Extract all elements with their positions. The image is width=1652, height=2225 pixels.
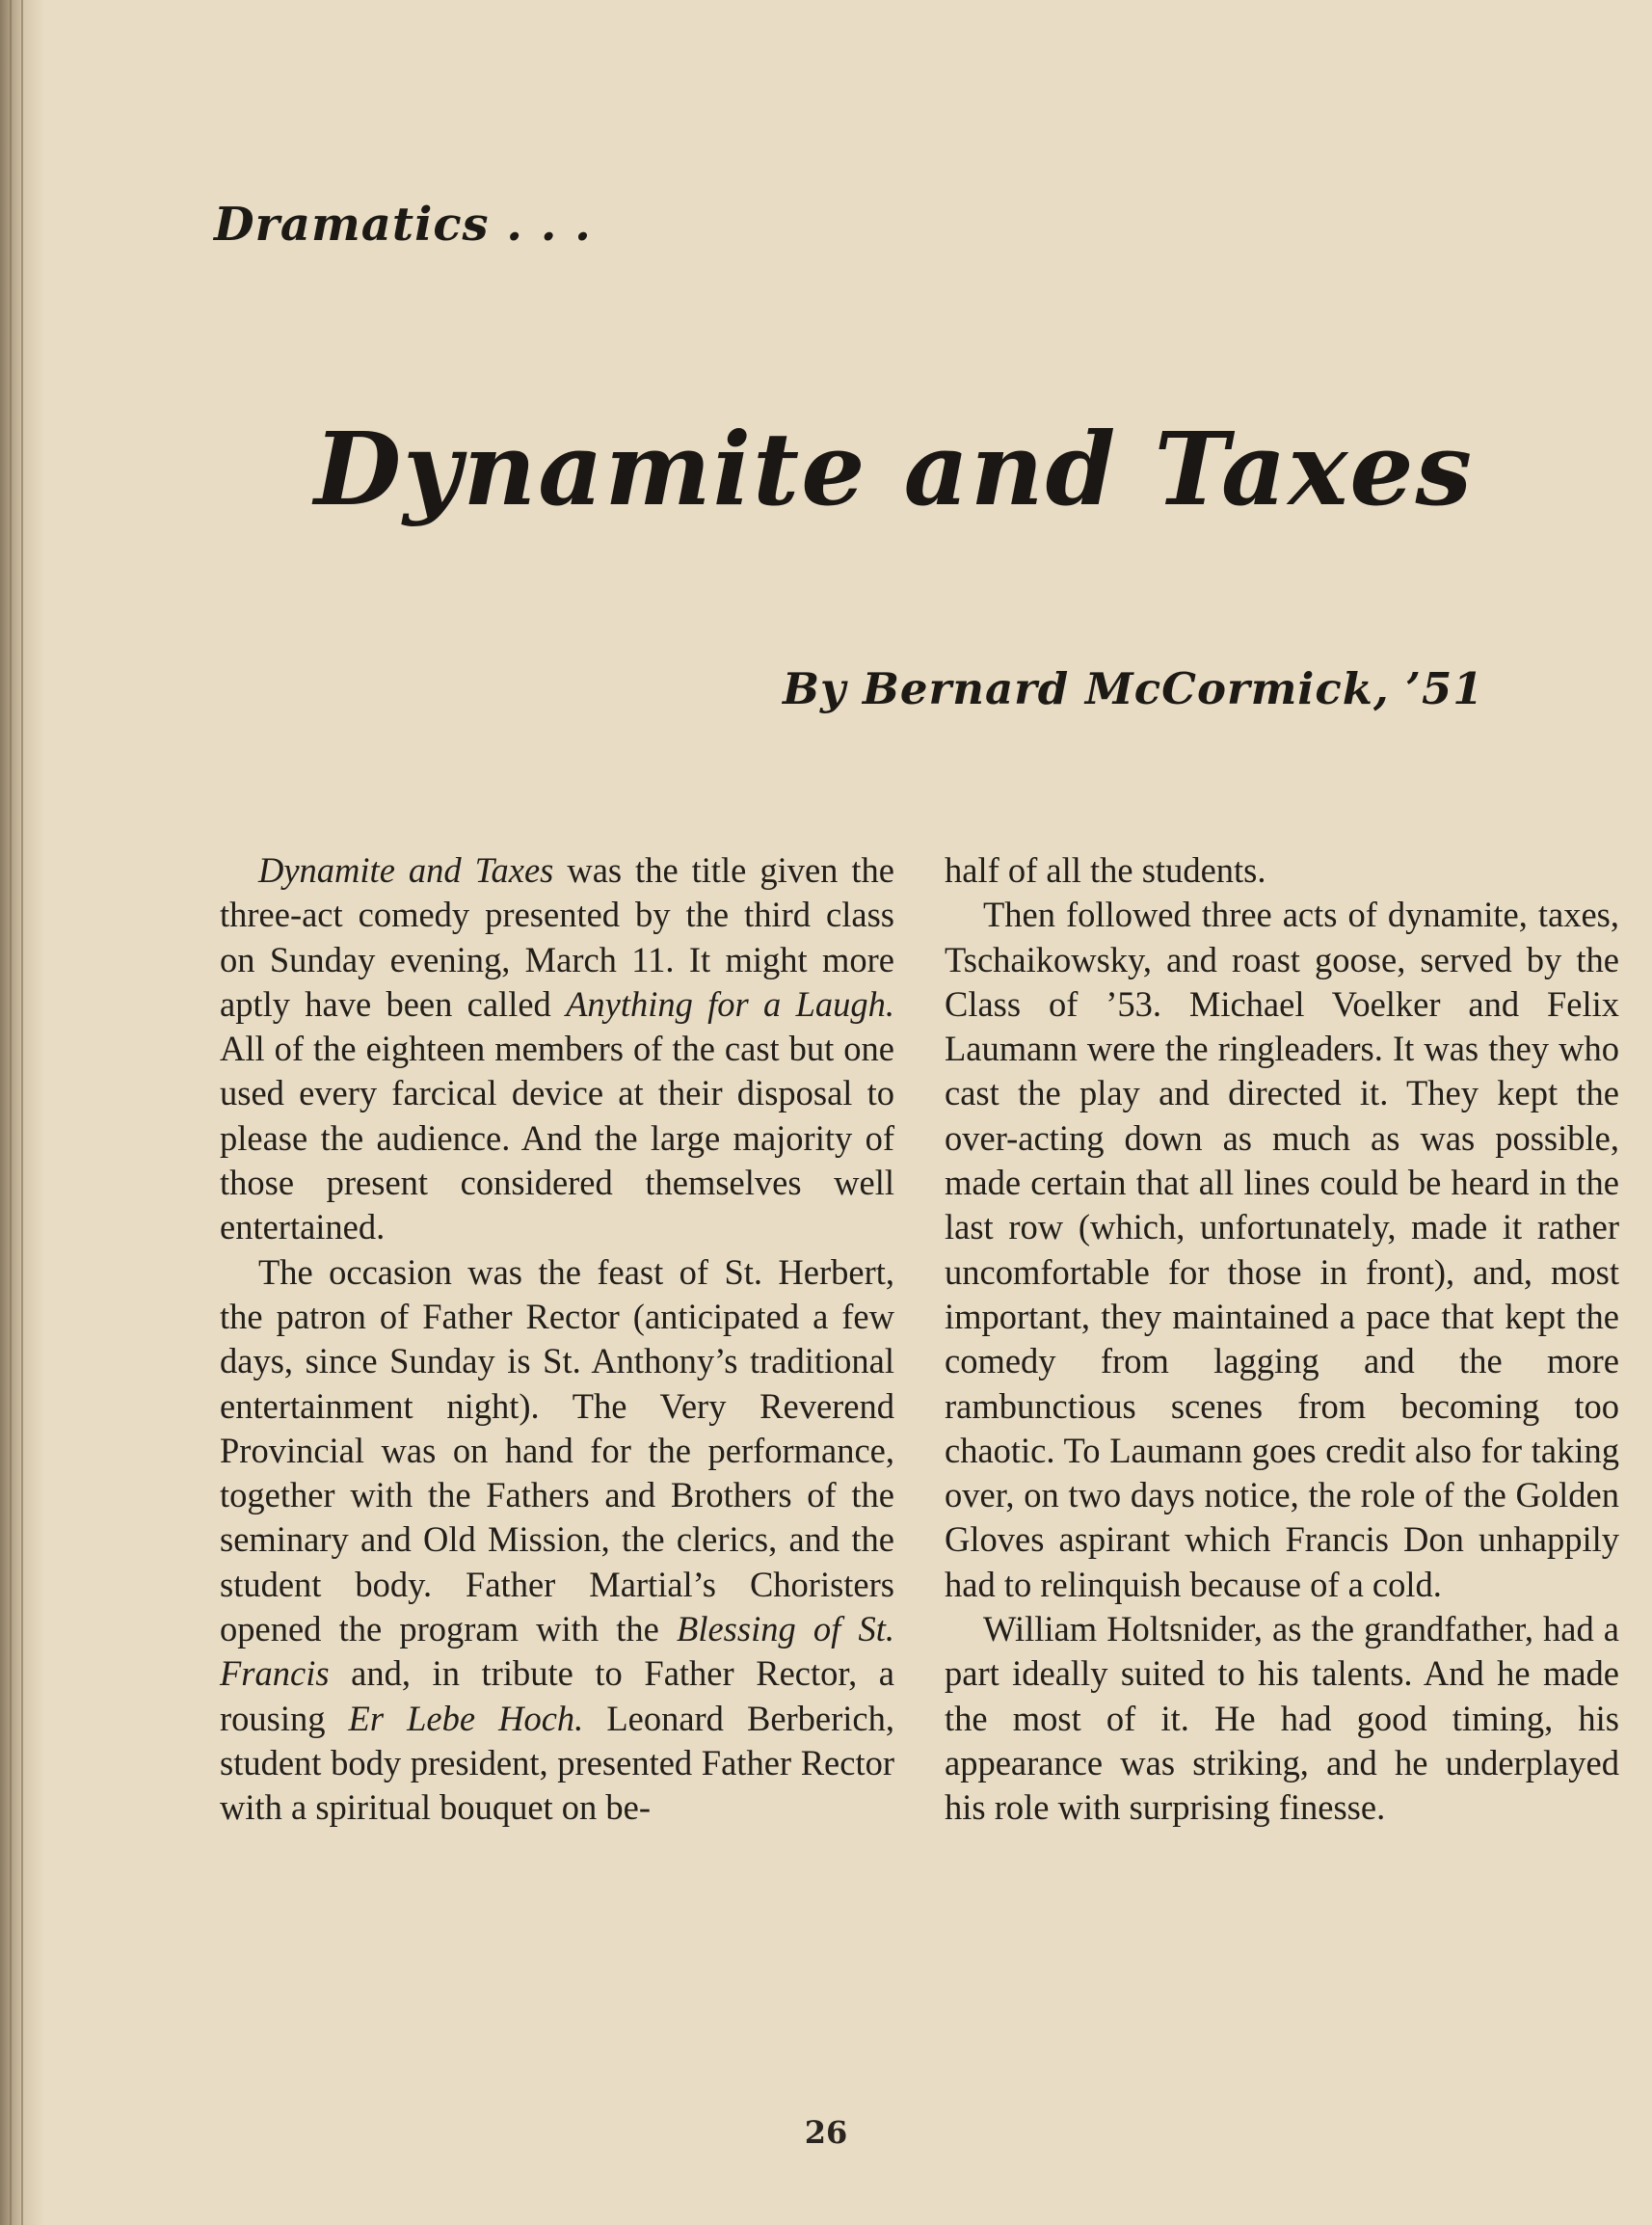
paragraph-text: half of all the students.: [945, 850, 1266, 890]
section-label: Dramatics . . .: [214, 198, 592, 252]
paragraph-text: and, in tribute to Father Rector, a rousing: [220, 1653, 894, 1738]
italic-text: Anything for a Laugh.: [566, 983, 894, 1024]
italic-text: Blessing of St. Francis: [220, 1609, 894, 1694]
paragraph: [220, 1250, 894, 1831]
paragraph-text: was the title given the three-act comedy presented by the third class on Sunday evening, March 11. It might more aptly have been called: [220, 850, 894, 1024]
paragraph-text: Then followed three acts of dynamite, taxes, Tschaikowsky, and roast goose, served by the Class of ’53. Michael Voelker and Felix Laumann were the ringleaders. It was they who cast the play and directed it. They kept the over-acting down as much as was possible, made certain that all lines could be heard in the last row (which, unfortunately, made it rather uncomfortable for those in front), and, most important, they maintained a pace that kept the comedy from lagging and the more rambunctious scenes from becoming too chaotic. To Laumann goes credit also for taking over, on two days notice, the role of the Golden Gloves aspirant which Francis Don unhappily had to relinquish because of a cold.: [945, 895, 1619, 1604]
binding-edge: [21, 0, 23, 2225]
article-byline: By Bernard McCormick, ’51: [783, 663, 1484, 714]
italic-text: Dynamite and Taxes: [258, 850, 554, 890]
left-text-column: [220, 848, 894, 1831]
paragraph-text: The occasion was the feast of St. Herbert, the patron of Father Rector (anticipated a few days, since Sunday is St. Anthony’s traditional entertainment night). The Very Reverend Provincial was on hand for the performance, together with the Fathers and Brothers of the seminary and Old Mission, the clerics, and the student body. Father Martial’s Choristers opened the program with the: [220, 1251, 894, 1649]
paragraph: [945, 893, 1619, 1607]
paragraph-text: William Holtsnider, as the grandfather, had a part ideally suited to his talents. And he made the most of it. He had good timing, his appearance was striking, and he underplayed his role with surprising finesse.: [945, 1609, 1619, 1828]
paragraph: [945, 1607, 1619, 1830]
paragraph: [220, 848, 894, 1250]
paragraph-text: Leonard Berberich, student body president, presented Father Rector with a spiritual bouquet on be-: [220, 1698, 894, 1828]
article-title: Dynamite and Taxes: [314, 410, 1475, 528]
italic-text: Er Lebe Hoch.: [348, 1698, 584, 1738]
paragraph: [945, 848, 1619, 893]
page-number: 26: [804, 2114, 848, 2151]
right-text-column: [945, 848, 1619, 1831]
binding-edge: [10, 0, 12, 2225]
paragraph-text: All of the eighteen members of the cast but one used every farcical device at their disposal to please the audience. And the large majority of those present considered themselves well entertained.: [220, 1029, 894, 1247]
